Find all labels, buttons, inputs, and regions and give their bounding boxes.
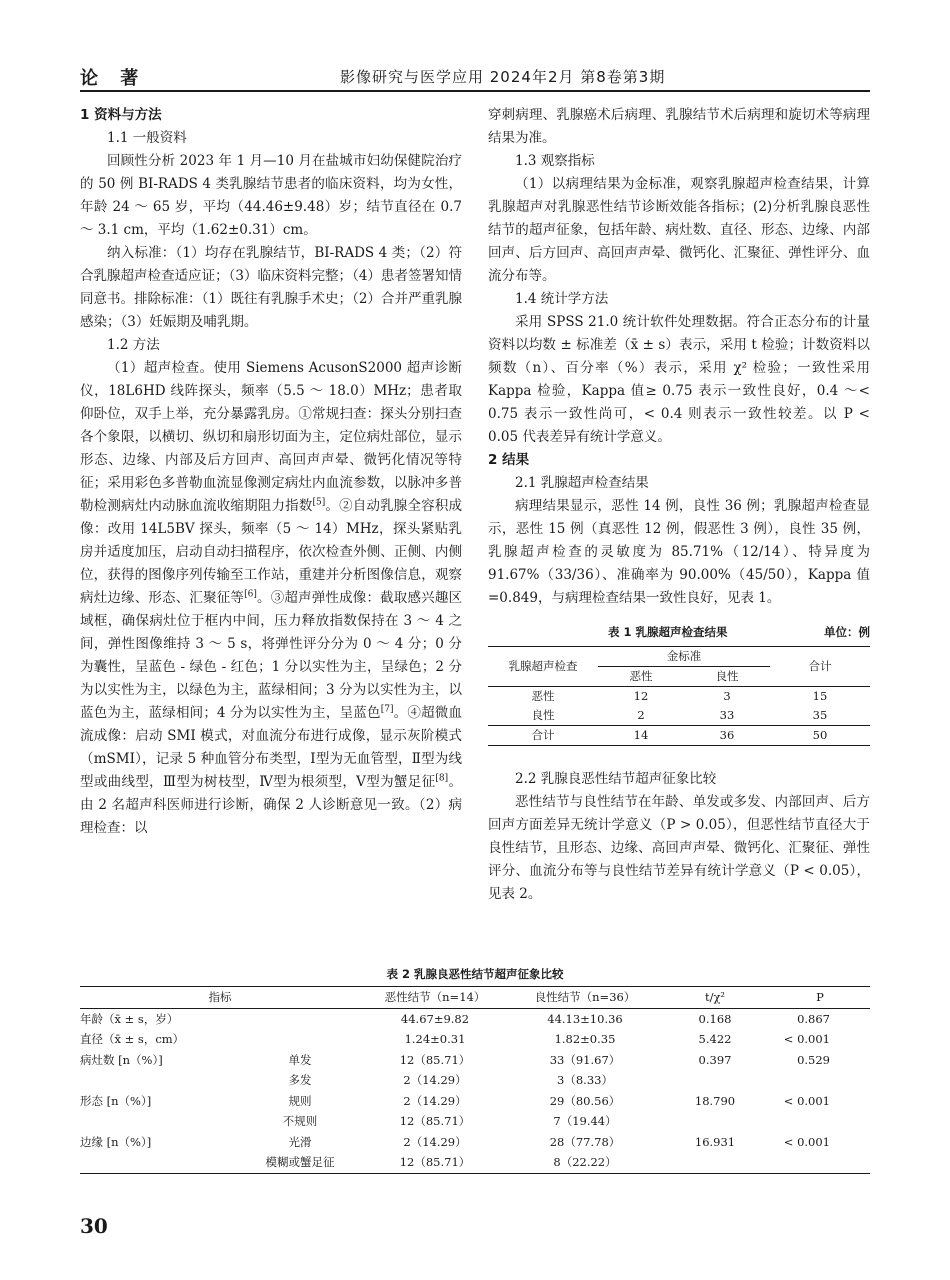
heading-results: 2 结果 [488,452,530,468]
heading-statistics: 1.4 统计学方法 [515,291,609,307]
table2-cell: 光滑 [288,1134,312,1149]
table1-title [488,622,870,642]
table2-cell: 16.931 [694,1134,736,1149]
table-row [488,687,870,707]
table1-cell: 15 [812,689,828,703]
table2-cell: 18.790 [694,1093,736,1108]
table2-body [80,1008,870,1173]
table2-cell [770,1111,870,1132]
table2-cell: 0.867 [797,1011,830,1026]
table2-cell: 0.529 [797,1052,830,1067]
table2-cell: 1.24±0.31 [404,1032,466,1046]
table1-header-malignant: 恶性 [598,667,684,687]
table2-cell: 7（19.44） [553,1114,617,1128]
table2-cell [660,1152,770,1173]
table1-header-gold [598,647,770,667]
right-column [488,104,870,906]
section-label: 论 著 [80,68,147,89]
table1-cell: 3 [723,689,731,703]
table1-header-benign: 良性 [684,667,770,687]
table2-cell [770,1070,870,1091]
left-column [80,104,462,840]
method-text-4: 。④超微血流成像：启动 SMI 模式，对血流分布进行成像，显示灰阶模式（mSMI），记录 5 种血管分布类型，Ⅰ型为无血管型，Ⅱ型为线型或曲线型，Ⅲ型为树枝型，Ⅳ型为根须型，Ⅴ型为蟹足征 [80,705,462,790]
table2-header-malignant: 恶性结节（n=14） [360,987,510,1009]
table2-cell: 12（85.71） [360,1152,510,1173]
table2-cell: 44.67±9.82 [400,1011,470,1026]
table2-cell: < 0.001 [783,1032,830,1046]
ref-7: [7] [380,704,394,715]
table2-cell: < 0.001 [783,1093,830,1108]
table2-cell: 2（14.29） [403,1134,467,1149]
table2-cell: 12（85.71） [399,1114,471,1128]
table2-cell: 5.422 [698,1032,732,1046]
method-text-5: 。由 2 名超声科医师进行诊断，确保 2 人诊断意见一致。（2）病理检查：以 [80,774,462,836]
table1-cell: 恶性 [531,689,555,703]
table1 [488,646,870,746]
ref-5: [5] [312,497,326,508]
table1-cell: 2 [637,708,645,722]
table1-cell: 14 [598,726,684,746]
table-row [80,1050,870,1071]
table2-cell: 3（8.33） [557,1073,613,1087]
table2-cell: 模糊或蟹足征 [240,1152,360,1173]
method-text-1: （1）超声检查。使用 Siemens AcusonS2000 超声诊断仪，18L6HD 线阵探头，频率（5.5 ～ 18.0）MHz；患者取仰卧位，双手上举，充分暴露乳房。①常规扫查：探头分别扫查各个象限，以横切、纵切和扇形切面为主，定位病灶部位，显示形态、边缘、内部及后方回声、高回声声晕、微钙化情况等特征；采用彩色多普勒血流显像测定病灶内血流参数，以脉冲多普勒检测病灶内动脉血流收缩期阻力指数 [80,360,462,514]
table2-cell: 2（14.29） [403,1073,467,1087]
paragraph-statistics: 采用 SPSS 21.0 统计软件处理数据。符合正态分布的计量资料以均数 ± 标准差（x̄ ± s）表示，采用 t 检验；计数资料以频数（n）、百分率（%）表示，采用 χ² 检验；一致性采用 Kappa 检验，Kappa 值≥ 0.75 表示一致性良好，0.4 ～< 0.75 表示一致性尚可，< 0.4 则表示一致性较差。以 P < 0.05 代表差异有统计学意义。 [488,314,870,445]
table2-cell: 形态 [n（%）] [80,1093,152,1108]
paragraph-sign-comparison: 恶性结节与良性结节在年龄、单发或多发、内部回声、后方回声方面差异无统计学意义（P > 0.05），但恶性结节直径大于良性结节，且形态、边缘、高回声声晕、微钙化、汇聚征、弹性评分、血流分布等与良性结节差异有统计学意义（P < 0.05），见表 2。 [488,794,870,902]
table2-cell: 2（14.29） [403,1093,467,1108]
paragraph-criteria: 纳入标准：（1）均存在乳腺结节，BI-RADS 4 类；（2）符合乳腺超声检查适应证；（3）临床资料完整；（4）患者签署知情同意书。排除标准：（1）既往有乳腺手术史；（2）合并严重乳腺感染；（3）妊娠期及哺乳期。 [80,245,462,330]
heading-sign-comparison: 2.2 乳腺良恶性结节超声征象比较 [515,771,717,787]
table1-unit: 单位：例 [824,625,870,639]
table2-header-indicator: 指标 [80,987,360,1009]
table2-header-benign: 良性结节（n=36） [510,987,660,1009]
paragraph-pathology-cont: 穿刺病理、乳腺癌术后病理、乳腺结节术后病理和旋切术等病理结果为准。 [488,107,870,146]
page-number: 30 [80,1214,108,1238]
table-row [80,1091,870,1112]
table2-cell: 29（80.56） [549,1093,621,1108]
table2-cell: 44.13±10.36 [547,1011,623,1026]
table2-cell: 8（22.22） [510,1152,660,1173]
table-row [80,1029,870,1050]
table2-cell [80,1111,240,1132]
table1-cell: 合计 [488,726,598,746]
table2-cell: 多发 [288,1073,312,1087]
table2-header-stat: t/χ² [660,987,770,1009]
table-row [488,726,870,746]
method-text-3: 。③超声弹性成像：截取感兴趣区域框，确保病灶位于框内中间，压力释放指数保持在 3 ～ 4 之间，弹性图像维持 3 ～ 5 s，将弹性评分分为 0 ～ 4 分；0 分为囊性，呈蓝色 - 绿色 - 红色；1 分以实性为主，呈绿色；2 分为以实性为主，以绿色为主，蓝绿相间；3 分为以实性为主，以蓝色为主，蓝绿相间；4 分为以实性为主，呈蓝色 [80,590,463,721]
table2-cell [660,1070,770,1091]
table2-cell: 单发 [288,1052,312,1067]
paragraph-ultrasound-results: 病理结果显示，恶性 14 例，良性 36 例；乳腺超声检查显示，恶性 15 例（真恶性 12 例，假恶性 3 例），良性 35 例，乳腺超声检查的灵敏度为 85.71%（12/14）、特异度为 91.67%（33/36）、准确率为 90.00%（45/50），Kappa 值 =0.849，与病理检查结果一致性良好，见表 1。 [488,498,870,606]
table2-cell: 年龄（x̄ ± s，岁） [80,1011,179,1026]
table2-cell: < 0.001 [783,1134,830,1149]
table2-section [80,964,870,1174]
table2-cell: 边缘 [n（%）] [80,1134,152,1149]
heading-method: 1.2 方法 [107,337,160,353]
journal-citation: 影像研究与医学应用 2024年2月 第8卷第3期 [340,68,666,86]
table2-cell [240,1029,360,1050]
table-row [80,1008,870,1029]
table2-cell: 病灶数 [n（%）] [80,1052,163,1067]
table1-header-exam: 乳腺超声检查 [488,647,598,687]
table2-caption: 表 2 乳腺良恶性结节超声征象比较 [386,967,564,981]
paragraph-general-info: 回顾性分析 2023 年 1 月—10 月在盐城市妇幼保健院治疗的 50 例 BI-RADS 4 类乳腺结节患者的临床资料，均为女性，年龄 24 ～ 65 岁，平均（44.46±9.48）岁；结节直径在 0.7 ～ 3.1 cm，平均（1.62±0.31）cm。 [80,153,462,238]
ref-6: [6] [244,589,257,600]
table1-cell: 33 [719,708,735,722]
paragraph-ultrasound-method [80,357,462,840]
table2-cell: 不规则 [282,1114,318,1128]
table2-cell: 28（77.78） [549,1134,621,1149]
table2-cell: 12（85.71） [399,1052,471,1067]
table-row [80,1152,870,1173]
table1-cell: 36 [684,726,770,746]
table1-gold-label: 金标准 [666,649,702,663]
method-text-2: 。②自动乳腺全容积成像：改用 14L5BV 探头，频率（5 ～ 14）MHz，探头紧贴乳房并适度加压，启动自动扫描程序，依次检查外侧、正侧、内侧位，获得的图像序列传输至工作站，重建并分析图像信息，观察病灶边缘、形态、汇聚征等 [80,498,463,606]
table1-cell: 12 [633,689,649,703]
table2-cell [80,1152,240,1173]
running-header [80,64,870,90]
heading-methods: 1 资料与方法 [80,107,162,123]
table2-cell [660,1111,770,1132]
spacer [488,746,870,768]
table-row [80,1111,870,1132]
table1-header-total: 合计 [770,647,870,687]
table2-cell: 规则 [288,1093,312,1108]
table2 [80,986,870,1174]
table2-cell: 直径（x̄ ± s，cm） [80,1032,185,1046]
heading-observation: 1.3 观察指标 [515,153,595,169]
ref-8: [8] [435,773,449,784]
table2-cell: 33（91.67） [549,1052,621,1067]
table-row [488,706,870,726]
table2-cell: 0.168 [698,1011,732,1026]
table2-header-p: P [770,987,870,1009]
table1-cell: 35 [812,708,828,722]
table1-cell: 良性 [531,708,555,722]
table1-caption: 表 1 乳腺超声检查结果 [608,625,728,639]
table2-cell: 1.82±0.35 [554,1032,616,1046]
heading-general-info: 1.1 一般资料 [107,130,187,146]
header-rule [80,90,870,92]
heading-ultrasound-results: 2.1 乳腺超声检查结果 [515,475,649,491]
table2-cell: 0.397 [698,1052,732,1067]
table-row [80,1132,870,1153]
table2-cell [770,1152,870,1173]
table1-cell: 50 [770,726,870,746]
table-row [80,1070,870,1091]
table2-cell [80,1070,240,1091]
paragraph-observation: （1）以病理结果为金标准，观察乳腺超声检查结果，计算乳腺超声对乳腺恶性结节诊断效能各指标；(2)分析乳腺良恶性结节的超声征象，包括年龄、病灶数、直径、形态、边缘、内部回声、后方回声、高回声声晕、微钙化、汇聚征、弹性评分、血流分布等。 [488,176,870,284]
table2-cell [240,1008,360,1029]
